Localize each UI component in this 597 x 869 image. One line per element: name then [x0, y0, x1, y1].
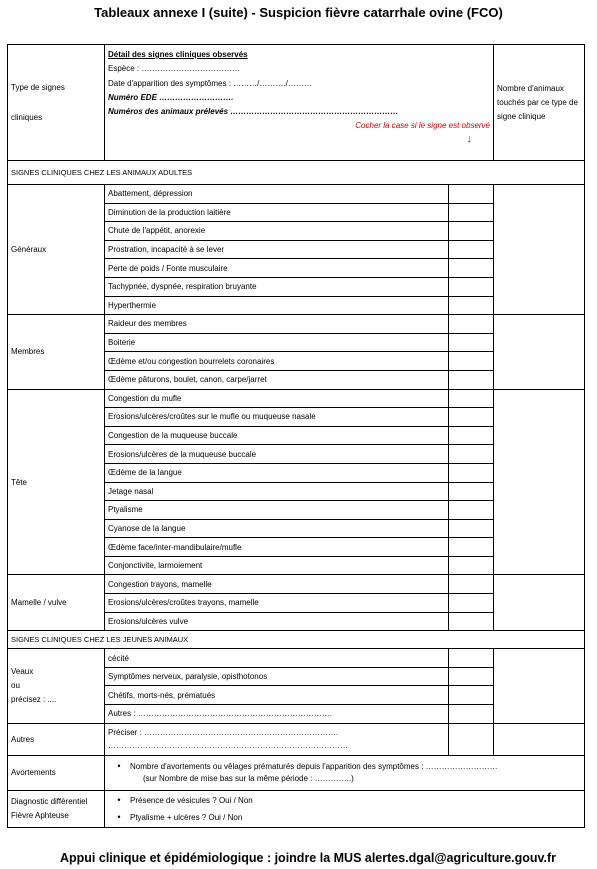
avortements-label: Avortements [8, 755, 105, 790]
sign-label: Diminution de la production laitière [105, 203, 449, 222]
table-row [8, 575, 585, 594]
sign-checkbox[interactable] [449, 463, 494, 482]
sign-checkbox[interactable] [449, 519, 494, 538]
sign-checkbox[interactable] [449, 667, 494, 686]
diagnostic-item1 [108, 792, 581, 809]
detail-title: Détail des signes cliniques observés [108, 50, 248, 59]
sign-label: Erosions/ulcères vulve [105, 612, 449, 631]
diagnostic-label2: Fièvre Aphteuse [11, 810, 69, 820]
sign-checkbox[interactable] [449, 259, 494, 278]
young-label-label3: précisez : .... [11, 694, 57, 704]
sign-checkbox[interactable] [449, 538, 494, 557]
group-count-cell[interactable] [494, 575, 585, 631]
sign-checkbox[interactable] [449, 556, 494, 575]
sign-label: Prostration, incapacité à se lever [105, 240, 449, 259]
diagnostic-text: Ptyalisme + ulcères ? Oui / Non [130, 812, 243, 822]
autres-row [8, 723, 585, 755]
sign-label: Conjonctivite, larmoiement [105, 556, 449, 575]
sign-checkbox[interactable] [449, 649, 494, 668]
section-young-row [8, 631, 585, 649]
cocher-instruction: Cocher la case si le signe est observé [355, 121, 490, 131]
sign-checkbox[interactable] [449, 501, 494, 520]
sign-checkbox[interactable] [449, 240, 494, 259]
group-count-cell[interactable] [494, 649, 585, 723]
avortements-row [8, 755, 585, 790]
sign-checkbox[interactable] [449, 594, 494, 613]
group-label: Tête [8, 389, 105, 575]
young-label-label1: Veaux [11, 666, 34, 676]
sign-label: Hyperthermie [105, 296, 449, 315]
diagnostic-row [8, 790, 585, 827]
young-label-label2: ou [11, 680, 20, 690]
page-title: Tableaux annexe I (suite) - Suspicion fièvre catarrhale ovine (FCO) [94, 5, 503, 20]
sign-checkbox[interactable] [449, 575, 494, 594]
sign-checkbox[interactable] [449, 222, 494, 241]
sign-checkbox[interactable] [449, 315, 494, 334]
group-count-cell[interactable] [494, 389, 585, 575]
sign-label: Symptômes nerveux, paralysie, opisthotonos [105, 667, 449, 686]
footer-contact: Appui clinique et épidémiologique : joindre la MUS alertes.dgal@agriculture.gouv.fr [60, 851, 557, 865]
sign-checkbox[interactable] [449, 296, 494, 315]
sign-label: Abattement, dépression [105, 185, 449, 204]
header-row [8, 45, 585, 161]
group-label: Membres [8, 315, 105, 389]
sign-label: Perte de poids / Fonte musculaire [105, 259, 449, 278]
sign-label: Congestion du mufle [105, 389, 449, 408]
sign-checkbox[interactable] [449, 203, 494, 222]
clinical-signs-table [7, 44, 585, 828]
diagnostic-label [8, 790, 105, 827]
arrow-down-icon: ↓ [466, 132, 472, 145]
sign-label: Tachypnée, dyspnée, respiration bruyante [105, 277, 449, 296]
sign-label: Œdème face/inter-mandibulaire/mufle [105, 538, 449, 557]
sign-checkbox[interactable] [449, 185, 494, 204]
sign-label: Œdème et/ou congestion bourrelets coronaires [105, 352, 449, 371]
sign-label: Congestion de la muqueuse buccale [105, 426, 449, 445]
sign-label: Erosions/ulcères/croûtes sur le mufle ou muqueuse nasale [105, 408, 449, 427]
avortements-line2: (sur Nombre de mise bas sur la même période : …………..) [143, 774, 354, 784]
avortements-text: Nombre d'avortements ou vêlages prématurés depuis l'apparition des symptômes : ……………………… [130, 762, 498, 772]
numero-ede-field[interactable]: Numéro EDE ………………………. [108, 92, 234, 102]
sign-label: Ptyalisme [105, 501, 449, 520]
type-signes-header [8, 45, 105, 161]
autres-count-cell[interactable] [494, 723, 585, 755]
espece-field[interactable]: Espèce : ………………………………. [108, 64, 240, 74]
group-count-cell[interactable] [494, 315, 585, 389]
autres-line1: Préciser : ………………………………………………………………. [108, 728, 339, 738]
sign-checkbox[interactable] [449, 686, 494, 705]
sign-checkbox[interactable] [449, 445, 494, 464]
table-row [8, 649, 585, 668]
sign-checkbox[interactable] [449, 352, 494, 371]
diagnostic-label1: Diagnostic différentiel [11, 796, 88, 806]
sign-label: Autres : ………………………………………………………………. [105, 705, 449, 724]
numeros-animaux-field[interactable]: Numéros des animaux prélevés ……………………………………………………… [108, 107, 399, 117]
sign-label: cécité [105, 649, 449, 668]
sign-checkbox[interactable] [449, 370, 494, 389]
diagnostic-item2 [108, 809, 581, 826]
section-adults-title: SIGNES CLINIQUES CHEZ LES ANIMAUX ADULTES [8, 161, 585, 185]
bullet-icon: • [117, 761, 121, 772]
sign-checkbox[interactable] [449, 277, 494, 296]
detail-header [105, 45, 494, 161]
sign-label: Cyanose de la langue [105, 519, 449, 538]
sign-label: Erosions/ulcères/croûtes trayons, mamelle [105, 594, 449, 613]
autres-label: Autres [8, 723, 105, 755]
sign-label: Boiterie [105, 333, 449, 352]
sign-checkbox[interactable] [449, 389, 494, 408]
sign-checkbox[interactable] [449, 482, 494, 501]
group-label: Généraux [8, 185, 105, 315]
cliniques-label: cliniques [11, 112, 43, 122]
sign-label: Chute de l'appétit, anorexie [105, 222, 449, 241]
sign-label: Jetage nasal [105, 482, 449, 501]
group-label: Mamelle / vulve [8, 575, 105, 631]
sign-checkbox[interactable] [449, 705, 494, 724]
sign-checkbox[interactable] [449, 426, 494, 445]
bullet-icon: • [117, 811, 121, 822]
diagnostic-detail[interactable] [105, 790, 585, 827]
section-young-title: SIGNES CLINIQUES CHEZ LES JEUNES ANIMAUX [8, 631, 585, 649]
autres-line2: ……………………………………………………………………………… [108, 741, 348, 751]
date-field[interactable]: Date d'apparition des symptômes : ………/………./……… [108, 78, 312, 88]
diagnostic-text: Présence de vésicules ? Oui / Non [130, 795, 253, 805]
section-adults-row [8, 161, 585, 185]
sign-label: Congestion trayons, mamelle [105, 575, 449, 594]
sign-label: Raideur des membres [105, 315, 449, 334]
sign-checkbox[interactable] [449, 408, 494, 427]
sign-label: Chétifs, morts-nés, prématués [105, 686, 449, 705]
sign-checkbox[interactable] [449, 612, 494, 631]
avortements-detail[interactable] [105, 755, 585, 790]
sign-checkbox[interactable] [449, 333, 494, 352]
bullet-icon: • [117, 794, 121, 805]
table-row [8, 185, 585, 204]
group-count-cell[interactable] [494, 185, 585, 315]
sign-label: Erosions/ulcères de la muqueuse buccale [105, 445, 449, 464]
avortements-line1 [108, 760, 581, 773]
sign-label: Œdème pâturons, boulet, canon, carpe/jarret [105, 370, 449, 389]
group-label [8, 649, 105, 723]
table-row [8, 389, 585, 408]
type-signes-label: Type de signes [11, 82, 65, 92]
sign-label: Œdème de la langue [105, 463, 449, 482]
autres-preciser[interactable] [105, 723, 449, 755]
nombre-animaux-header: Nombre d'animaux touchés par ce type de signe clinique [494, 45, 585, 161]
table-row [8, 315, 585, 334]
autres-checkbox[interactable] [449, 723, 494, 755]
